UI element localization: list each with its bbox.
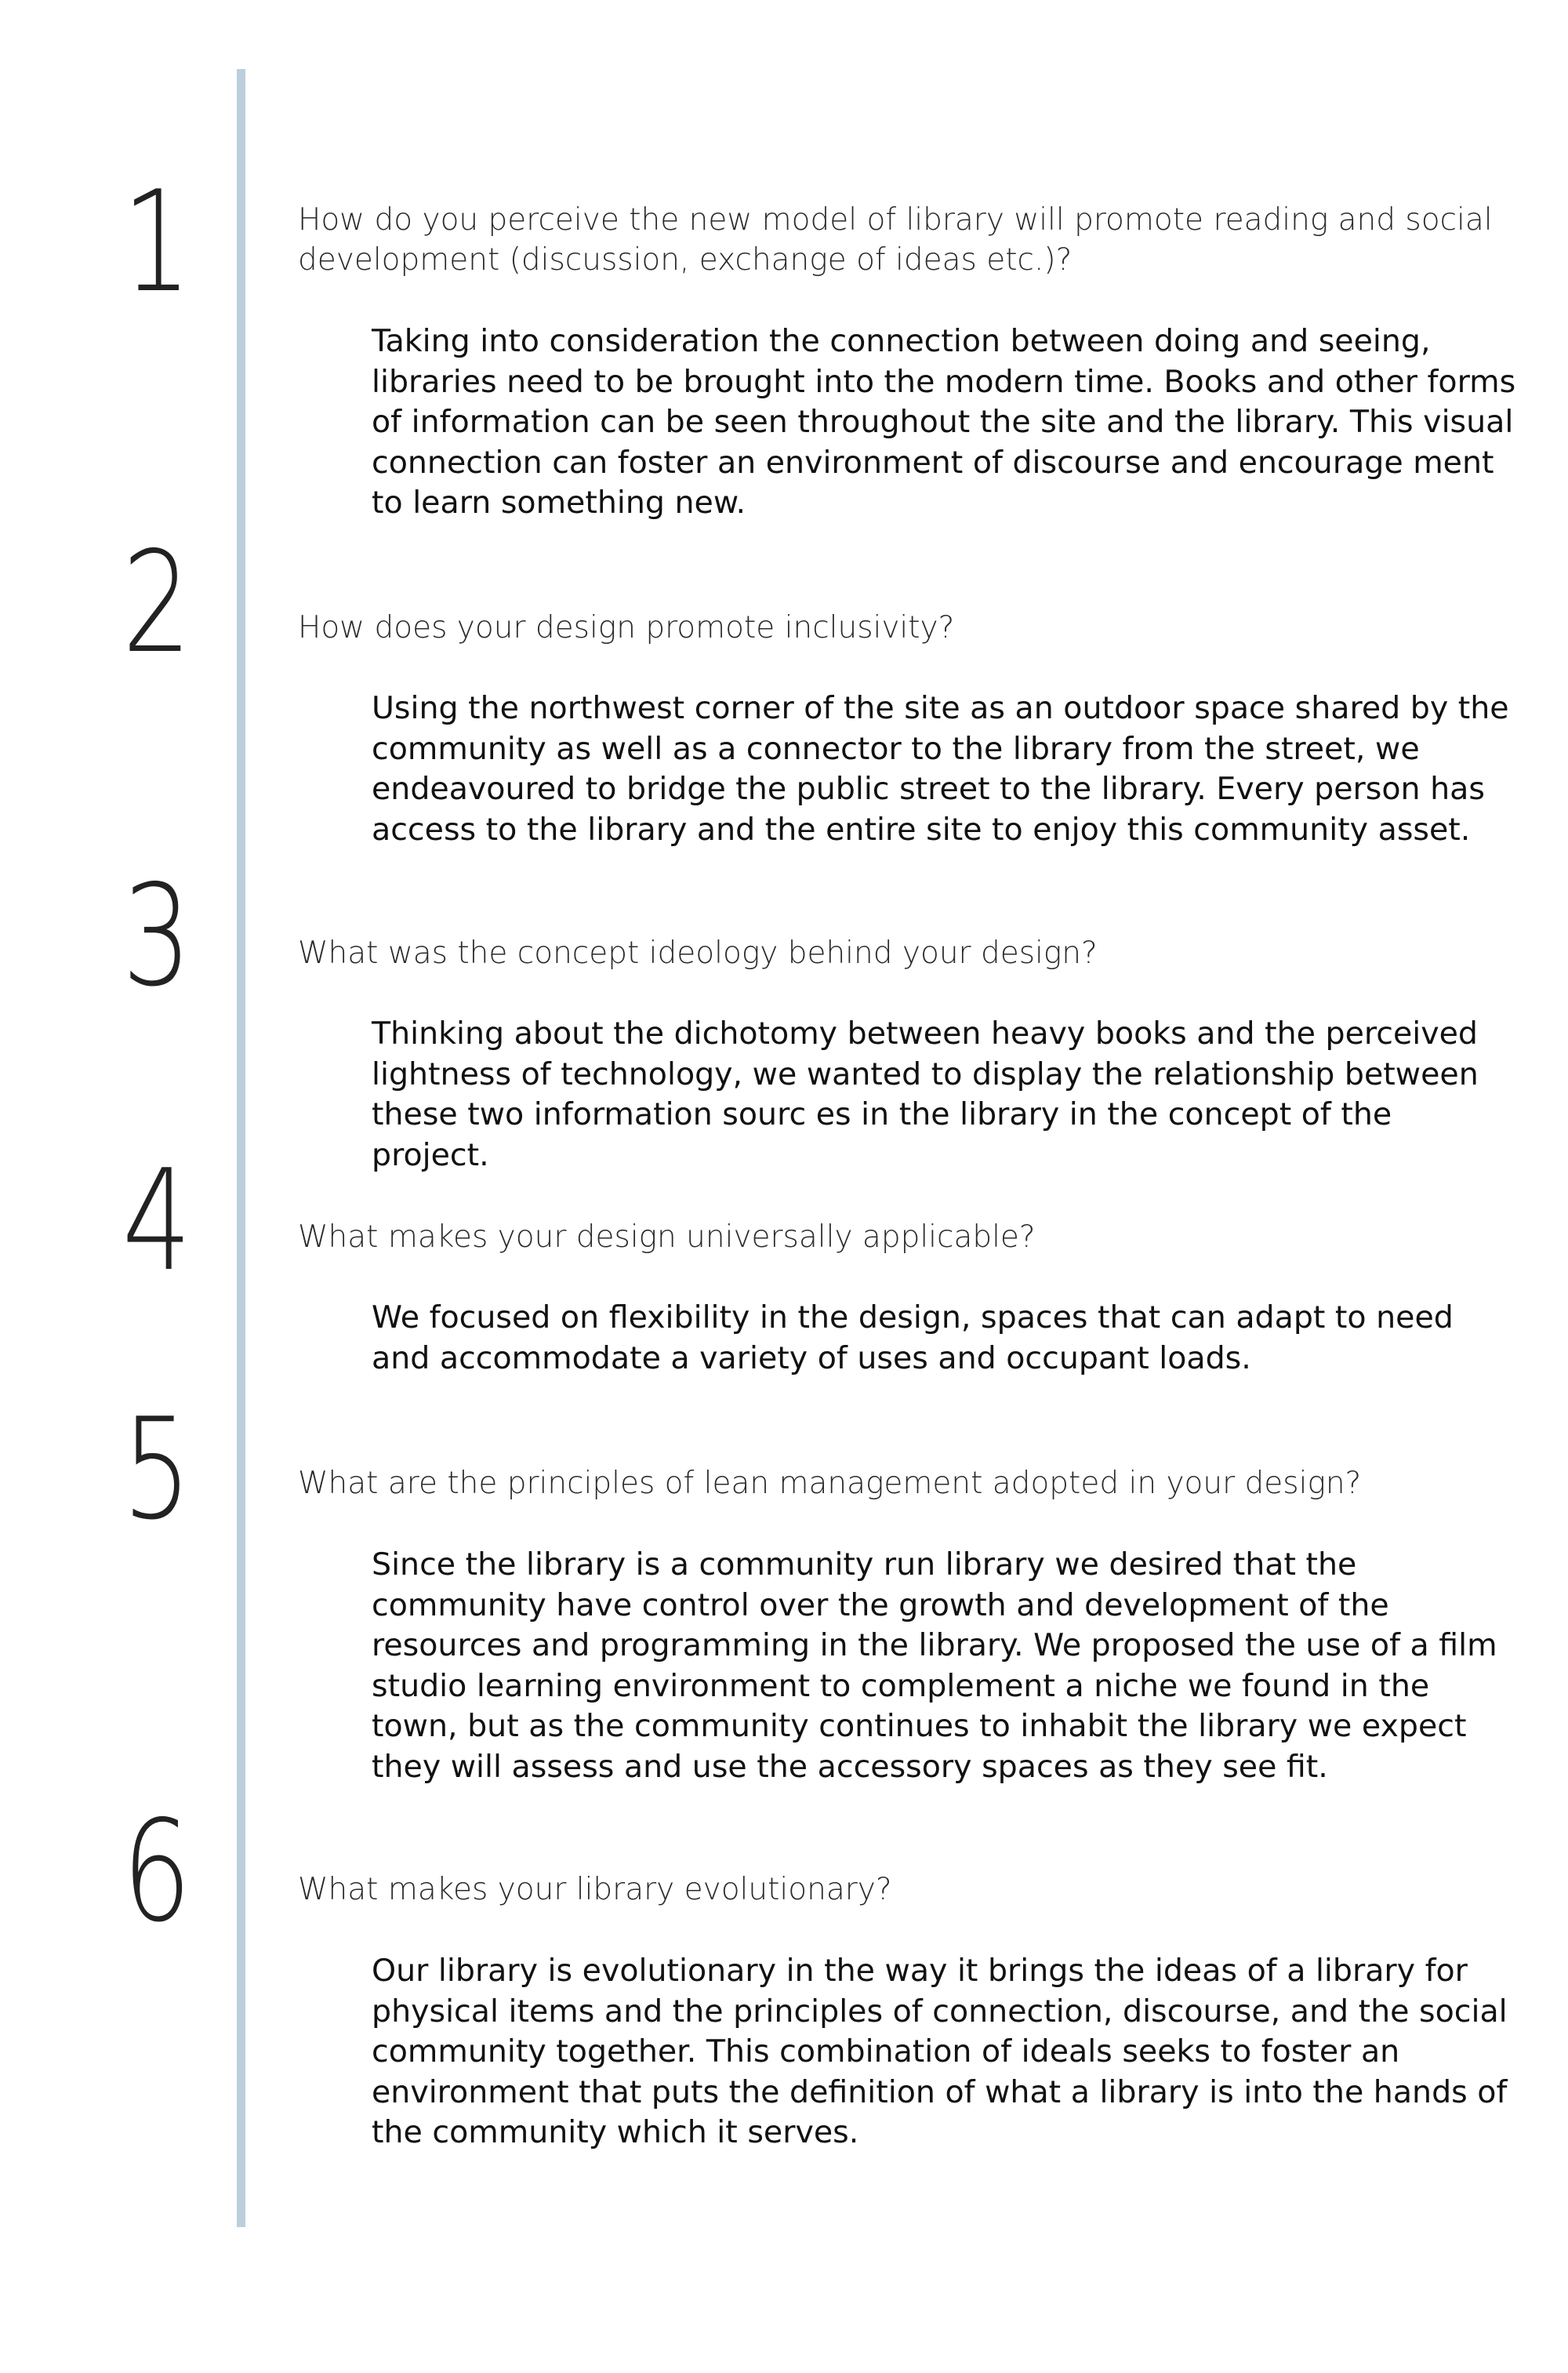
question-text: How do you perceive the new model of library will promote reading and social development (discussion, exchange of ideas etc.)?: [298, 202, 1493, 278]
question-text: What are the principles of lean management adopted in your design?: [298, 1466, 1362, 1501]
question-text: What was the concept ideology behind your design?: [298, 936, 1098, 971]
answer-text: Since the library is a community run library we desired that the community have control over the growth and development of the resources and programming in the library. We proposed the use of a film studio learning environment to complement a niche we found in the town, but as the community continues to inhabit the library we expect they will assess and use the accessory spaces as they see fit.: [372, 1546, 1497, 1785]
answer-text: Our library is evolutionary in the way it brings the ideas of a library for physical items and the principles of connection, discourse, and the social community together. This combination of ideals seeks to foster an environment that puts the definition of what a library is into the hands of the community which it serves.: [372, 1953, 1508, 2150]
answer-text: We focused on flexibility in the design, spaces that can adapt to need and accommodate a variety of uses and occupant loads.: [372, 1299, 1454, 1376]
question-text: What makes your library evolutionary?: [298, 1872, 892, 1907]
question-text: How does your design promote inclusivity?: [298, 610, 955, 645]
section-number: 5: [122, 1388, 192, 1550]
answer-text: Thinking about the dichotomy between heavy books and the perceived lightness of technology, we wanted to display the relationship between these two information sourc es in the library in the concept of the project.: [372, 1016, 1479, 1173]
question-text: What makes your design universally applicable?: [298, 1219, 1036, 1255]
vertical-divider: [237, 69, 245, 2227]
section-number: 6: [122, 1790, 192, 1953]
answer-text: Using the northwest corner of the site as an outdoor space shared by the community as well as a connector to the library from the street, we endeavoured to bridge the public street to the library. Every person has access to the library and the entire site to enjoy this community asset.: [372, 690, 1509, 848]
section-number: 1: [122, 161, 192, 323]
section-number: 3: [122, 855, 192, 1017]
section-number: 4: [122, 1139, 192, 1302]
section-number: 2: [122, 521, 192, 684]
answer-text: Taking into consideration the connection between doing and seeing, libraries need to be brought into the modern time. Books and other forms of information can be seen throughout the site and the library. This visual connection can foster an environment of discourse and encourage ment to learn something new.: [372, 323, 1516, 521]
